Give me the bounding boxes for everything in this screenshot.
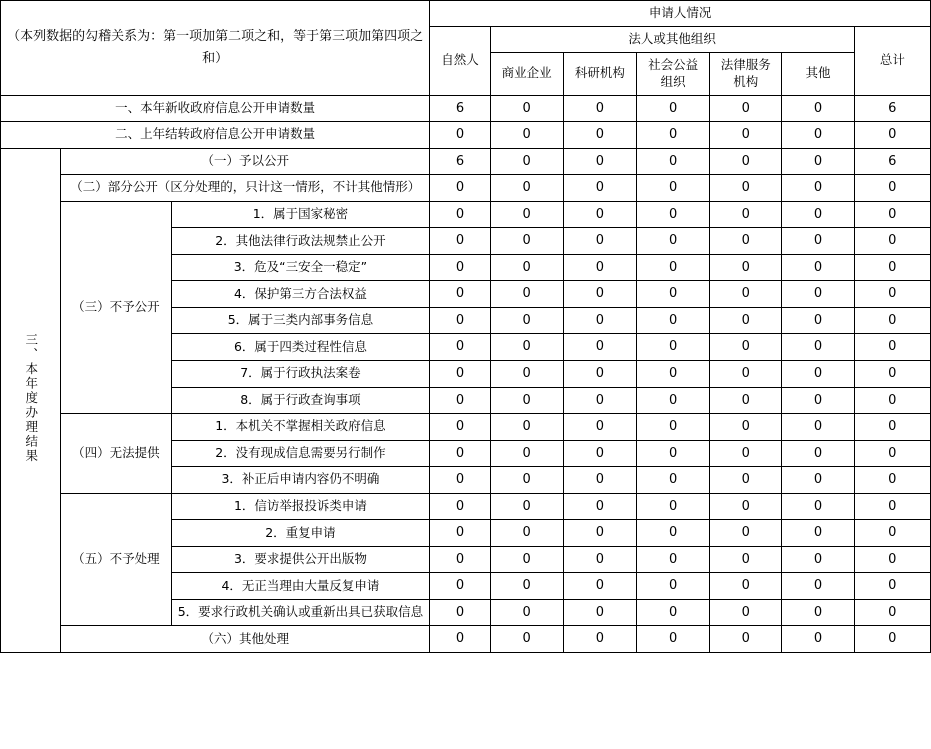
- cell-value: 0: [490, 387, 563, 414]
- cell-value: 0: [430, 573, 490, 600]
- cell-value: 0: [563, 626, 636, 653]
- header-legal-group: 法人或其他组织: [490, 26, 854, 52]
- cell-value: 0: [430, 467, 490, 494]
- cell-value: 0: [636, 573, 709, 600]
- cell-value: 0: [854, 254, 930, 281]
- cell-value: 0: [430, 334, 490, 361]
- cell-value: 0: [782, 281, 854, 308]
- cell-value: 0: [563, 414, 636, 441]
- cell-value: 0: [782, 254, 854, 281]
- cell-value: 0: [710, 122, 782, 149]
- item-label: 8．属于行政查询事项: [171, 387, 430, 414]
- table-row: [1, 201, 931, 228]
- cell-value: 0: [782, 95, 854, 122]
- item-label: 4．无正当理由大量反复申请: [171, 573, 430, 600]
- cell-value: 0: [490, 573, 563, 600]
- cell-value: 0: [430, 175, 490, 202]
- cell-value: 0: [490, 493, 563, 520]
- cell-value: 0: [490, 254, 563, 281]
- cell-value: 0: [782, 414, 854, 441]
- cell-value: 0: [490, 440, 563, 467]
- header-natural-person-label: 自然人: [441, 52, 479, 68]
- cell-value: 0: [854, 520, 930, 547]
- header-total: 总计: [854, 26, 930, 95]
- cell-value: 0: [563, 95, 636, 122]
- cell-value: 0: [782, 175, 854, 202]
- cell-value: 0: [636, 95, 709, 122]
- cell-value: 0: [710, 95, 782, 122]
- cell-value: 0: [563, 360, 636, 387]
- cell-value: 0: [636, 281, 709, 308]
- cell-value: 0: [854, 387, 930, 414]
- cell-value: 0: [490, 599, 563, 626]
- cell-value: 0: [710, 520, 782, 547]
- cell-value: 0: [430, 440, 490, 467]
- note-cell: （本列数据的勾稽关系为：第一项加第二项之和，等于第三项加第四项之和）: [1, 1, 430, 96]
- item-label: 2．没有现成信息需要另行制作: [171, 440, 430, 467]
- cell-value: 0: [563, 148, 636, 175]
- cell-value: 0: [710, 175, 782, 202]
- cell-value: 0: [430, 520, 490, 547]
- cell-value: 0: [854, 228, 930, 255]
- cell-value: 0: [430, 360, 490, 387]
- cell-value: 0: [430, 546, 490, 573]
- table-row: [1, 626, 931, 653]
- item-label: 1．本机关不掌握相关政府信息: [171, 414, 430, 441]
- header-col-public-welfare: 社会公益组织: [636, 52, 709, 95]
- item-label: 4．保护第三方合法权益: [171, 281, 430, 308]
- cell-value: 0: [854, 440, 930, 467]
- cell-value: 0: [854, 122, 930, 149]
- cell-value: 0: [710, 599, 782, 626]
- group-label-other-handling: （六）其他处理: [61, 626, 430, 653]
- cell-value: 0: [490, 175, 563, 202]
- cell-value: 6: [854, 148, 930, 175]
- cell-value: 0: [782, 599, 854, 626]
- cell-value: 0: [490, 360, 563, 387]
- cell-value: 0: [490, 626, 563, 653]
- cell-value: 0: [710, 467, 782, 494]
- cell-value: 0: [854, 175, 930, 202]
- cell-value: 0: [563, 281, 636, 308]
- cell-value: 0: [636, 387, 709, 414]
- cell-value: 0: [854, 467, 930, 494]
- cell-value: 0: [430, 122, 490, 149]
- cell-value: 0: [782, 360, 854, 387]
- cell-value: 0: [430, 254, 490, 281]
- cell-value: 0: [636, 254, 709, 281]
- cell-value: 0: [782, 546, 854, 573]
- cell-value: 0: [782, 201, 854, 228]
- cell-value: 0: [490, 228, 563, 255]
- item-label: 1．属于国家秘密: [171, 201, 430, 228]
- item-label: 1．信访举报投诉类申请: [171, 493, 430, 520]
- group-label-not-processed: （五）不予处理: [61, 493, 171, 626]
- cell-value: 0: [636, 493, 709, 520]
- cell-value: 0: [490, 520, 563, 547]
- cell-value: 0: [782, 334, 854, 361]
- cell-value: 0: [563, 520, 636, 547]
- header-applicant-group: 申请人情况: [430, 1, 931, 27]
- cell-value: 0: [636, 307, 709, 334]
- cell-value: 0: [782, 493, 854, 520]
- cell-value: 0: [563, 228, 636, 255]
- cell-value: 0: [563, 573, 636, 600]
- cell-value: 0: [636, 546, 709, 573]
- cell-value: 0: [710, 387, 782, 414]
- header-col-legal-service: 法律服务机构: [710, 52, 782, 95]
- cell-value: 0: [854, 546, 930, 573]
- item-label: 5．要求行政机关确认或重新出具已获取信息: [171, 599, 430, 626]
- cell-value: 0: [710, 546, 782, 573]
- cell-value: 0: [430, 599, 490, 626]
- cell-value: 0: [563, 440, 636, 467]
- row-label-carried-over: 二、上年结转政府信息公开申请数量: [1, 122, 430, 149]
- table-row: [1, 148, 931, 175]
- cell-value: 0: [636, 626, 709, 653]
- cell-value: 0: [710, 281, 782, 308]
- table-row: [1, 95, 931, 122]
- cell-value: 0: [563, 307, 636, 334]
- group-label-disclosed: （一）予以公开: [61, 148, 430, 175]
- cell-value: 0: [636, 467, 709, 494]
- cell-value: 0: [490, 414, 563, 441]
- table-row: [1, 493, 931, 520]
- cell-value: 0: [854, 281, 930, 308]
- item-label: 2．其他法律行政法规禁止公开: [171, 228, 430, 255]
- table-row: [1, 414, 931, 441]
- cell-value: 0: [782, 387, 854, 414]
- cell-value: 0: [563, 175, 636, 202]
- cell-value: 0: [490, 122, 563, 149]
- cell-value: 0: [782, 148, 854, 175]
- cell-value: 0: [710, 254, 782, 281]
- cell-value: 0: [563, 334, 636, 361]
- table-row: [1, 122, 931, 149]
- cell-value: 0: [563, 122, 636, 149]
- cell-value: 0: [636, 360, 709, 387]
- cell-value: 0: [563, 546, 636, 573]
- cell-value: 0: [636, 175, 709, 202]
- cell-value: 0: [710, 228, 782, 255]
- cell-value: 0: [636, 440, 709, 467]
- cell-value: 0: [854, 414, 930, 441]
- cell-value: 0: [782, 307, 854, 334]
- cell-value: 0: [854, 360, 930, 387]
- cell-value: 0: [710, 573, 782, 600]
- header-col-other: 其他: [782, 52, 854, 95]
- item-label: 7．属于行政执法案卷: [171, 360, 430, 387]
- cell-value: 0: [854, 573, 930, 600]
- cell-value: 0: [430, 387, 490, 414]
- cell-value: 0: [430, 228, 490, 255]
- cell-value: 0: [563, 254, 636, 281]
- row-label-new-received: 一、本年新收政府信息公开申请数量: [1, 95, 430, 122]
- header-natural-person: [430, 26, 490, 95]
- cell-value: 0: [636, 599, 709, 626]
- cell-value: 0: [563, 493, 636, 520]
- cell-value: 0: [563, 387, 636, 414]
- cell-value: 0: [710, 626, 782, 653]
- cell-value: 0: [710, 334, 782, 361]
- item-label: 3．补正后申请内容仍不明确: [171, 467, 430, 494]
- group-label-partial-disclosure: （二）部分公开（区分处理的，只计这一情形，不计其他情形）: [61, 175, 430, 202]
- cell-value: 0: [854, 334, 930, 361]
- cell-value: 6: [854, 95, 930, 122]
- cell-value: 0: [710, 414, 782, 441]
- cell-value: 0: [563, 599, 636, 626]
- cell-value: 0: [430, 626, 490, 653]
- cell-value: 0: [636, 334, 709, 361]
- header-row-1: [1, 1, 931, 27]
- cell-value: 0: [782, 573, 854, 600]
- item-label: 5．属于三类内部事务信息: [171, 307, 430, 334]
- cell-value: 0: [490, 467, 563, 494]
- cell-value: 0: [854, 626, 930, 653]
- item-label: 3．要求提供公开出版物: [171, 546, 430, 573]
- cell-value: 0: [636, 201, 709, 228]
- cell-value: 0: [636, 520, 709, 547]
- cell-value: 0: [430, 493, 490, 520]
- cell-value: 0: [490, 148, 563, 175]
- cell-value: 0: [710, 360, 782, 387]
- group-label-unable-to-provide: （四）无法提供: [61, 414, 171, 494]
- cell-value: 0: [490, 307, 563, 334]
- cell-value: 0: [710, 201, 782, 228]
- cell-value: 0: [782, 440, 854, 467]
- cell-value: 6: [430, 95, 490, 122]
- cell-value: 0: [854, 493, 930, 520]
- cell-value: 0: [563, 201, 636, 228]
- cell-value: 0: [710, 307, 782, 334]
- cell-value: 0: [636, 122, 709, 149]
- cell-value: 0: [782, 467, 854, 494]
- cell-value: 0: [490, 546, 563, 573]
- header-col-commercial: 商业企业: [490, 52, 563, 95]
- section-label-text: 三、本年度办理结果: [23, 332, 39, 464]
- group-label-not-disclosed: （三）不予公开: [61, 201, 171, 413]
- cell-value: 0: [430, 307, 490, 334]
- cell-value: 0: [710, 148, 782, 175]
- cell-value: 0: [854, 599, 930, 626]
- cell-value: 0: [430, 414, 490, 441]
- item-label: 6．属于四类过程性信息: [171, 334, 430, 361]
- cell-value: 0: [490, 334, 563, 361]
- cell-value: 0: [490, 281, 563, 308]
- header-col-research: 科研机构: [563, 52, 636, 95]
- cell-value: 0: [782, 520, 854, 547]
- cell-value: 0: [782, 122, 854, 149]
- section-label-annual-results: [1, 148, 61, 652]
- item-label: 3．危及“三安全一稳定”: [171, 254, 430, 281]
- cell-value: 0: [490, 201, 563, 228]
- cell-value: 0: [636, 414, 709, 441]
- cell-value: 0: [710, 493, 782, 520]
- cell-value: 0: [782, 228, 854, 255]
- cell-value: 0: [782, 626, 854, 653]
- cell-value: 0: [430, 281, 490, 308]
- table-row: [1, 175, 931, 202]
- cell-value: 0: [854, 201, 930, 228]
- cell-value: 0: [490, 95, 563, 122]
- cell-value: 6: [430, 148, 490, 175]
- item-label: 2．重复申请: [171, 520, 430, 547]
- cell-value: 0: [430, 201, 490, 228]
- cell-value: 0: [636, 228, 709, 255]
- cell-value: 0: [854, 307, 930, 334]
- cell-value: 0: [636, 148, 709, 175]
- cell-value: 0: [710, 440, 782, 467]
- cell-value: 0: [563, 467, 636, 494]
